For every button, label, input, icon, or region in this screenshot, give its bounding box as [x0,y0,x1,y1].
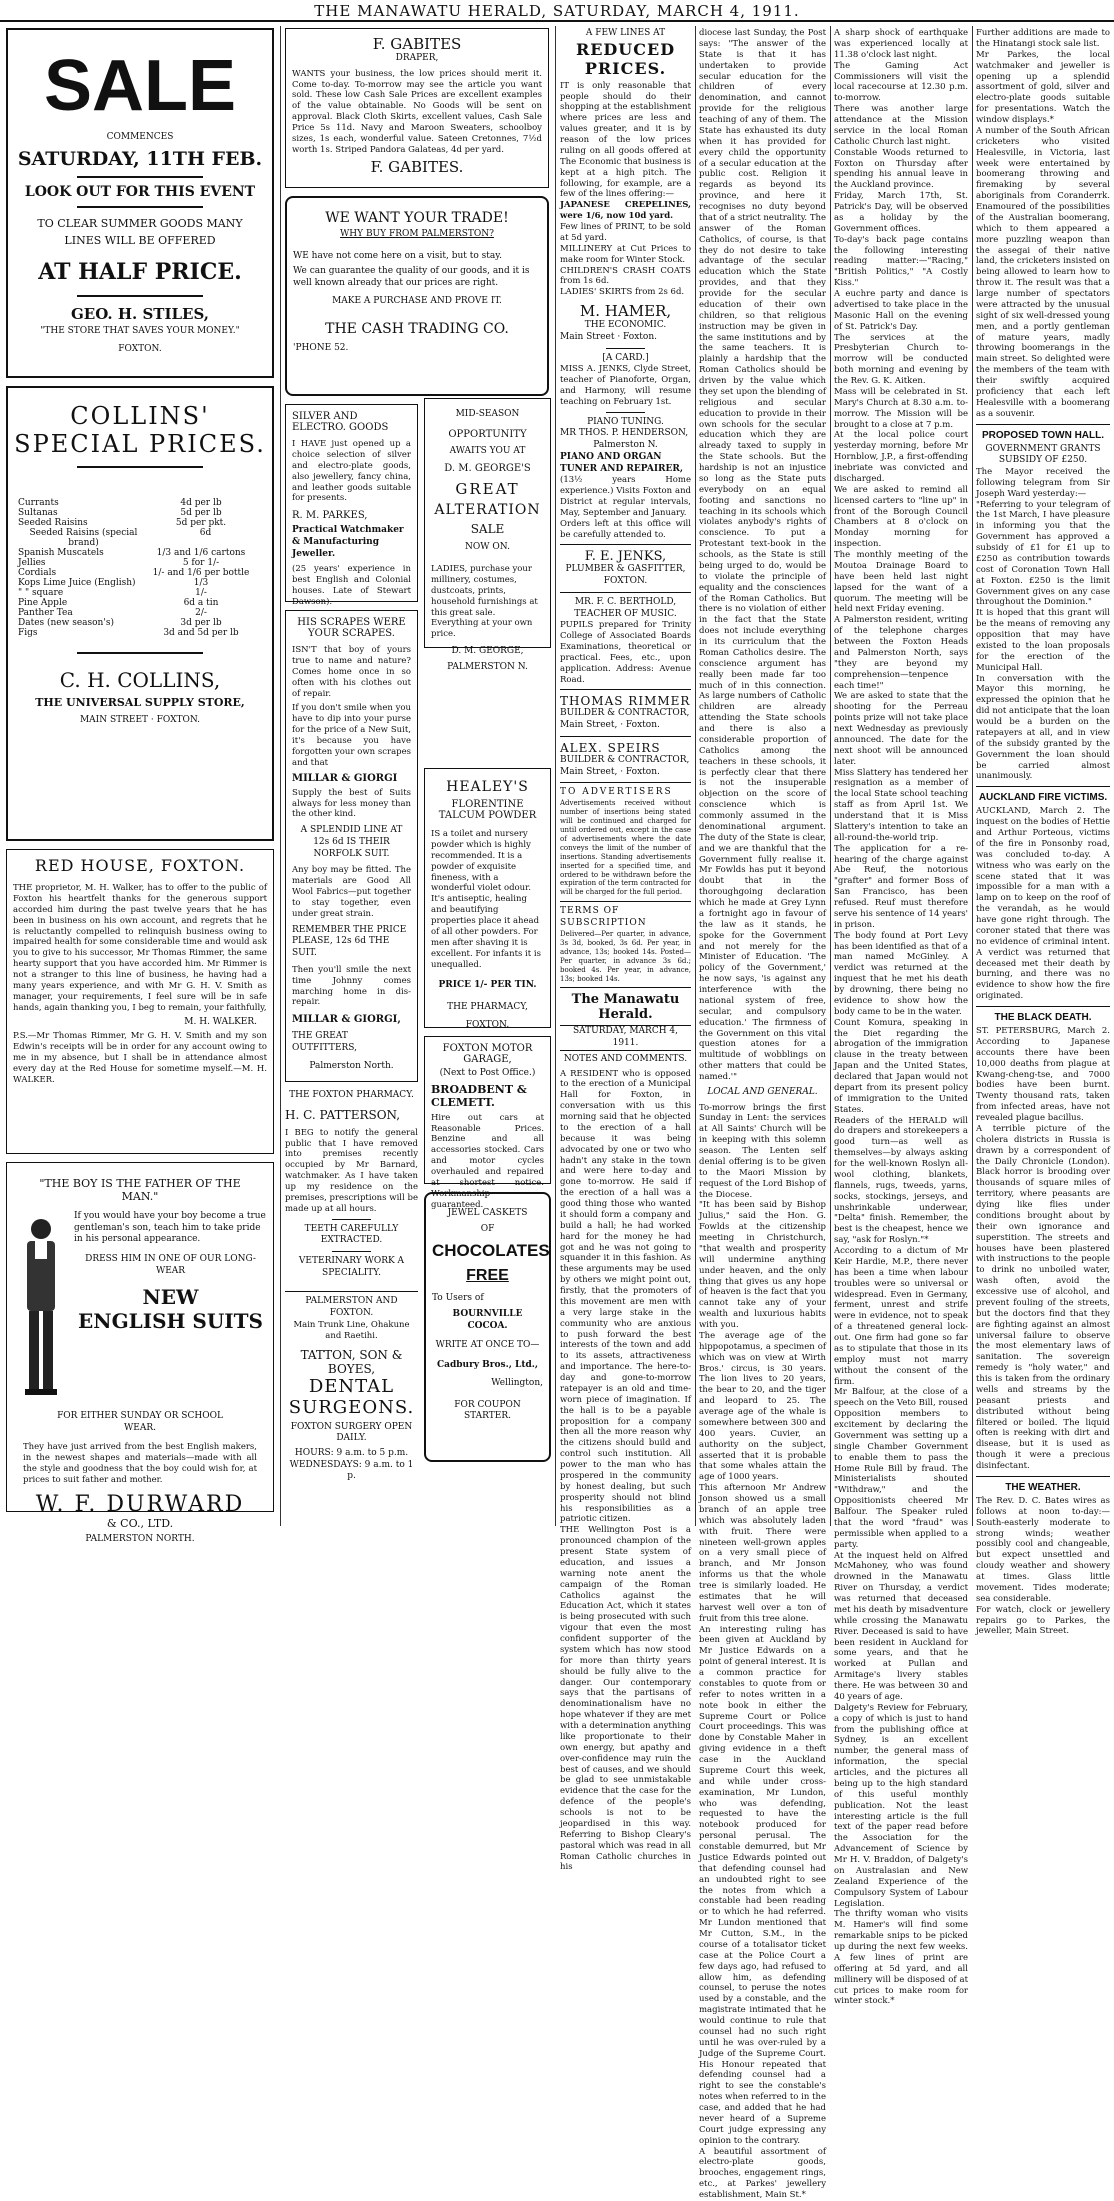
durward-quote: "THE BOY IS THE FATHER OF THE MAN." [39,1177,241,1203]
george-l4: D. M. GEORGE'S [444,463,531,475]
fe-jenks-trade: PLUMBER & GASFITTER, [565,564,686,575]
news-item: Dalgety's Review for February, a copy of which is just to hand from the publishing office at Sydney, is an excellent number, the general mass of information, the special articles, and the pictures all being up to the high standard of this useful monthly publication. Not the least interesting article is the full text of the paper read before the Association for the Advancement of Science by Mr H. V. Braddon, of Dalgety's on Australasian and New Zealand Experience of the Compulsory System of Labour Legislation. [834,1702,968,1909]
choc-l5: To Users of [432,1293,484,1304]
tatton-open: FOXTON SURGERY OPEN DAILY. [290,1421,413,1444]
price-item-name: Kops Lime Juice (English) [18,578,136,588]
column-rule [280,26,281,1526]
henderson-orders: Orders left at this office will be carefully attended to. [560,518,691,540]
sale-title: SALE [43,46,237,126]
george-l8: NOW ON. [465,542,510,553]
news-item: A Palmerston resident, writing of the telephone charges between the Foxton Heads and Palmerston North, says "they are beyond my comprehension—tenpence each time!" [834,615,968,691]
garage-sub: (Next to Post Office.) [439,1068,536,1078]
price-row [14,518,266,528]
garage-ad [424,1036,551,1210]
fe-jenks-town: FOXTON. [603,576,648,587]
tatton-line-2: Main Trunk Line, Ohakune and Raetihi. [293,1319,410,1341]
news-item: "Referring to your telegram of the 1st March, I have pleasure in informing you that the Government has approved a subsidy of £1 for £1 up to £250 as contribution towards cost of Coronation Town Hall at Foxton. £250 is the limit Government gives on any case throughout the Dominion." [976,499,1110,608]
parkes-trade: Practical Watchmaker & Manufacturing Jeweller. [292,525,404,559]
patterson-name: H. C. PATTERSON, [285,1107,401,1122]
hamer-item: JAPANESE CREPELINES, were 1/6, now 10d yard. [560,200,691,222]
news-item: A terrible picture of the cholera districts in Russia is drawn by a correspondent of the Daily Chronicle (London). Black horror is brooding over thousands of square miles of territory, where peasants are dying like flies under conditions brought about by their own ignorance and superstition. The streets and houses have been plastered with instructions to the people to drink no unboiled water, wash often, avoid the excessive use of alcohol, and prevent fouling of the streets, but the doctors find that they are fighting against an almost universal failure to observe the most elementary laws of sanitation. The sovereign remedy is "holy water," and this is taken from the ordinary wells and streams by the peasant priests and distributed without being filtered or boiled. The liquid often is reeking with dirt and disease, but it is used as though it were a precious disinfectant. [976,1123,1110,1471]
millar-body-1: ISN'T that boy of yours true to name and nature? Comes home once in so often with his clothes out of repair. [292,645,411,699]
firm-town: FOXTON. [118,343,162,354]
garage-title: FOXTON MOTOR GARAGE, [442,1043,533,1065]
red-house-title: RED HOUSE, FOXTON. [34,856,246,875]
patterson-body: I BEG to notify the general public that I have removed into premises recently occupied by Mr Barnard, watchmaker. As I have taken up my residence on the premises, prescriptions will be made up at all hours. [285,1127,418,1214]
price-item-price: 6d [199,528,212,538]
article-paragraph: diocese last Sunday, the Post says: "The answer of the State is that it has undertaken to provide secular education for the children of every denomination, and cannot provide for the religious teaching of any of them. The State has exhausted its duty when it has provided for every child the opportunity of a secular education at the public cost. Religion it regards as beyond its province, and here it recognises no duty beyond that of a strict neutrality. The answer of the Roman Catholics, of course, is that they do not desire to take advantage of the secular education which the State provides, and that they provide for the secular education of their own children, so that religious instruction may be given in the same institutions and by the same teachers. It is plainly a hardship that the Roman Catholics should be driven by the value which they set upon the blending of religious and secular education to provide in their own schools for the secular education which they are already taxed to supply in the State schools. But the hardship is not an injustice so long as the State puts everybody on an equal footing and sanctions no teaching in its schools which violates anybody's rights of conscience. To put a Protestant text-book in the schools, as the State is still being urged to do, would be to violate the principle of equality and the consciences of the Roman Catholics. But there is no violation of either in the fact that the State does not include everything in its curriculum that the Roman Catholics desire. The conscience argument has really been made far too much of in this connection. As large numbers of Catholic children are already attending the State schools and there is also a considerable proportion of Catholics among the teachers in these schools, it is perfectly clear that there is not the insuperable objection on the score of conscience which is commonly assumed in the denominational argument. The duty of the State is clear, and we are thankful that the Government fully realise it. Mr Fowlds has put it beyond doubt that in the thoroughgoing declaration which he made at Grey Lynn a fortnight ago in favour of the law as it stands, he spoke for the Government and not merely for the Minister of Education. 'The policy of the Government,' he now says, 'is against any interference with the national system of free, secular, and compulsory education.' The firmness of the Government on this vital question atones for a multitude of wobblings on other matters that could be named.'" [699,28,826,1082]
george-l7: SALE [470,522,505,537]
price-row [14,498,266,508]
news-item: A euchre party and dance is advertised to take place in the Masonic Hall on the evening of St. Patrick's Day. [834,289,968,332]
cash-firm: THE CASH TRADING CO. [325,321,509,338]
price-item-price: 5d per pkt. [175,518,227,528]
millar-line: A SPLENDID LINE AT 12s 6d IS THEIR NORFOLK SUIT. [300,825,403,859]
henderson-trade: PIANO AND ORGAN TUNER AND REPAIRER, [560,451,683,474]
news-item: According to a dictum of Mr Keir Hardie, M.P., there never has been a time when labour troubles were so universal or widespread. Even in Germany, ferment, unrest and strife were in evidence, not to speak of a threatened general lock-out. One firm had gone so far as to stipulate that those in its employ must not marry without the consent of the firm. [834,1246,968,1387]
millar-body-2: If you don't smile when you have to dip into your purse for the price of a New Suit, it's because you have forgotten your own scrapes and that [292,703,411,768]
commences-label: COMMENCES [106,132,174,142]
black-death-title: THE BLACK DEATH. [994,1012,1092,1023]
collins-store: THE UNIVERSAL SUPPLY STORE, [35,696,245,709]
news-item: The application for a re-hearing of the charge against Abe Reuf, the notorious "grafter" and former Boss of San Francisco, has been refused. Reuf must therefore serve his sentence of 14 years' in prison. [834,843,968,930]
price-row [14,588,266,598]
news-item: A number of the South African cricketers who visited Healesville, in Victoria, last week were entertained by boomerang throwing and firemaking by several aboriginals from Coranderrk. Enamoured of the possibilities of the Australian boomerang, which to them appeared a more puzzling weapon than the assegai of their native land, the cricketers insisted on being allowed to learn how to throw it. The result was that a large number of spectators were attracted by the unusual sight of six well-dressed young men, and a portly gentleman of mature years, madly throwing boomerangs in the main street. So delighted were the members of the team with their swiftly acquired proficiency that each left Healesville with a boomerang as a souvenir. [976,125,1110,419]
subscription-title: TERMS OF SUBSCRIPTION [560,906,647,929]
fire-title: AUCKLAND FIRE VICTIMS. [978,792,1108,804]
news-item: The services at the Presbyterian Church to-morrow will be conducted both morning and evening by the Rev. G. K. Aitken. [834,332,968,386]
garage-body: Hire out cars at Reasonable Prices. Benzine and all accessories stocked. Cars and motor cycles overhauled and repaired at shortest notice. Workmanship guaranteed. [431,1112,544,1210]
george-body: LADIES, purchase your millinery, costumes, dustcoats, prints, household furnishings at this great sale. Everything at your own price. [431,564,538,640]
news-item: To-day's back page contains the following interesting reading matter:—"Racing," "British Politics," "A Costly Kiss." [834,234,968,289]
cash-body-1: WE have not come here on a visit, but to stay. [293,250,502,261]
speirs-addr: Main Street, · Foxton. [560,766,660,777]
column-5 [834,28,968,2007]
clear-line: TO CLEAR SUMMER GOODS MANY LINES WILL BE OFFERED [37,217,243,247]
tatton-surgeons: SURGEONS. [288,1396,415,1418]
cash-title: WE WANT YOUR TRADE! [325,210,509,226]
millar-smile: Then you'll smile the next time Johnny comes marching home in dis-repair. [292,964,411,1008]
gabites-ad [285,28,549,188]
chocolates-ad [424,1192,551,1462]
news-item: A sharp shock of earthquake was experienced locally at 11.38 o'clock last night. [834,28,968,60]
millar-outfitters: THE GREAT OUTFITTERS, [292,1031,357,1053]
news-item: The monthly meeting of the Moutoa Drainage Board to have been held last night lapsed for the want of a quorum. The meeting will be held next Friday evening. [834,550,968,615]
price-row [14,618,266,628]
price-item-price: 3d per lb [180,618,222,628]
durward-firm: W. F. DURWARD [35,1491,245,1517]
red-house-ad [6,849,274,1154]
news-item: Mr Balfour, at the close of a speech on the Veto Bill, roused Opposition members to excitement by declaring the Government was setting up a single Chamber Government to enable them to pass the Home Rule Bill by fraud. The Ministerialists shouted "Withdraw," and the Oppositionists cheered Mr Balfour. The Speaker ruled that the word "fraud" was permissible when applied to a party. [834,1387,968,1550]
rimmer-trade: BUILDER & CONTRACTOR, [560,708,690,719]
price-item-price: 6d a tin [183,598,219,608]
red-house-body: THE proprietor, M. H. Walker, has to offer to the public of Foxton his heartfelt thanks for the generous support accorded him during the past twelve years that he has been in business on his own account, and regrets that he is reluctantly compelled to relinquish business owing to impaired health for some considerable time and would ask you to give to his successor, Mr Thomas Rimmer, the same hearty support that you have accorded him. Mr Rimmer is not a stranger to this line of business, he having had a many years experience, and with Mr G. H. V. Smith as manager, your requirements, I feel sure will be in safe hands, again thanking you, I beg to remain, your faithfully, [13,883,267,1013]
tatton-firm: TATTON, SON & BOYES, [300,1347,403,1376]
news-item: The Rev. D. C. Bates wires as follows at noon to-day:—South-easterly moderate to strong winds; weather possibly cool and changeable, but expect unsettled and cloudy weather and showery at times. Glass little movement. Tides moderate; sea considerable. [976,1495,1110,1604]
price-item-name: Figs [18,628,38,638]
price-item-name: Seeded Raisins [18,518,88,528]
price-item-name: Dates (new season's) [18,618,114,628]
tatton-line-1: PALMERSTON AND FOXTON. [305,1296,398,1319]
paper-section: NOTES AND COMMENTS. [563,1053,688,1064]
choc-l8: Cadbury Bros., Ltd., [436,1360,539,1371]
price-row [14,598,266,608]
price-item-price: 4d per lb [180,498,222,508]
healey-ad [424,768,551,1028]
town-hall-subtitle: GOVERNMENT GRANTS SUBSIDY OF £250. [985,443,1101,466]
patterson-ad [285,1090,418,1522]
news-item: Count Komura, speaking in the Diet regarding the abrogation of the immigration clause in the treaty between Japan and the United States, declared that Japan would not depart from its present policy of immigration to the United States. [834,1017,968,1115]
hamer-addr: Main Street · Foxton. [560,331,657,342]
choc-l3: CHOCOLATES [432,1241,550,1261]
durward-dress: DRESS HIM IN ONE OF OUR LONG-WEAR [85,1254,256,1276]
berthold-name: MR. F. C. BERTHOLD, [574,596,677,607]
masthead: THE MANAWATU HERALD, SATURDAY, MARCH 4, 1911. [0,0,1114,22]
price-row [14,608,266,618]
parkes-title: SILVER AND ELECTRO. GOODS [292,411,389,433]
subscription-body: Delivered—Per quarter, in advance, 3s 3d, booked, 3s 6d. Per year, in advance, 13s; booked 14s. Posted—Per quarter, in advance 3s 6d.; booked 4s. Per year, in advance, 13s; booked 14s. [560,929,691,983]
price-item-name: Jellies [18,558,46,568]
paper-date: SATURDAY, MARCH 4, 1911. [560,1025,691,1050]
column-2b [424,398,551,1526]
patterson-head: THE FOXTON PHARMACY. [289,1090,414,1100]
cash-body-3: MAKE A PURCHASE AND PROVE IT. [332,295,502,306]
price-item-price: 5d per lb [180,508,222,518]
parkes-body: I HAVE just opened up a choice selection of silver and electro-plate goods, also jewellery, fancy china, and leather goods suitable for presents. [292,439,411,504]
rimmer-name: THOMAS RIMMER [560,694,691,709]
tatton-hours: HOURS: 9 a.m. to 5 p.m. [294,1447,409,1458]
patterson-vet: VETERINARY WORK A SPECIALITY. [298,1256,405,1278]
news-item: A beautiful assortment of electro-plate goods, brooches, engagement rings, etc., at Parkes' jewellery establishment, Main St.* [699,2146,826,2201]
price-item-price: 5 for 1/- [182,558,220,568]
column-4 [699,28,826,2201]
price-item-name: Spanish Muscatels [18,548,104,558]
choc-l10: FOR COUPON STARTER. [454,1399,521,1422]
george-l2: OPPORTUNITY [448,428,527,440]
price-item-name: Cordials [18,568,57,578]
price-item-name: Pine Apple [18,598,68,608]
george-firm: D. M. GEORGE, [451,646,524,657]
news-item: The thrifty woman who visits M. Hamer's will find some remarkable snips to be picked up during the next few weeks. A few lines of print are offering at 5d yard, and all millinery will be disposed of at cut prices to make room for winter stock.* [834,1909,968,2007]
millar-firm-2: MILLAR & GIORGI, [292,1014,401,1026]
news-item: At the local police court yesterday morning, before Mr Hornblow, J.P., a first-offending inebriate was convicted and discharged. [834,430,968,484]
news-item: We are asked to state that the shooting for the Perreau points prize will not take place next Wednesday as previously announced. The date for the next shoot will be announced later. [834,691,968,767]
news-item: The Gaming Act Commissioners will visit the local racecourse at 12.30 p.m. to-morrow. [834,60,968,104]
gabites-sub: DRAPER, [395,53,439,63]
hamer-title: REDUCED PRICES. [575,39,676,78]
george-l5: GREAT [455,480,520,499]
news-item: Miss Slattery has tendered her resignation as a member of the local State school teaching staff as from April 1st. We understand that it is Miss Slattery's intention to take an all-round-the-world trip. [834,767,968,843]
choc-l7: WRITE AT ONCE TO— [435,1340,540,1351]
column-rule [555,26,556,1526]
healey-body: IS a toilet and nursery powder which is highly recommended. It is a powder of exquisite fineness, with a wonderful violet odour. It's antiseptic, healing and beautifying properties place it ahead of all other powders. For men after shaving it is excellent. For infants it is unequalled. [431,829,541,970]
parkes-ad [285,404,418,607]
price-item-name: " " square [18,588,64,598]
price-item-price: 2/- [195,608,207,618]
hamer-body: IT is only reasonable that people should do their shopping at the establishment where prices are less and values greater, and it is by reason of the low prices ruling on all goods offered at The Economic that business is kept at a high pitch. The following, for example, are a few of the lines offering:— [560,80,691,200]
rimmer-addr: Main Street, · Foxton. [560,720,660,731]
durward-town: PALMERSTON NORTH. [85,1533,195,1544]
millar-title: HIS SCRAPES WERE YOUR SCRAPES. [297,617,406,639]
jenks-card-head: [A CARD.] [602,352,649,363]
hamer-firm: M. HAMER, [579,302,672,321]
lookout-line: LOOK OUT FOR THIS EVENT [24,184,256,200]
red-house-ps: P.S.—Mr Thomas Rimmer, Mr G. H. V. Smith and my son Edwin's receipts will be in order for any account owing to me in my absence, but I shall be in attendance almost every day at the Red House for sometime myself.—M. H. WALKER. [13,1031,267,1085]
price-item-name: Currants [18,498,59,508]
parkes-exp: (25 years' experience in best English and Colonial houses. Late of Stewart Dawson). [292,564,411,607]
healey-sub: FLORENTINE TALCUM POWDER [438,799,537,821]
news-item: The Mayor received the following telegram from Sir Joseph Ward yesterday:— [976,466,1110,499]
hamer-pre: A FEW LINES AT [585,28,666,38]
weather-title: THE WEATHER. [1005,1481,1081,1493]
healey-price: PRICE 1/- PER TIN. [438,980,537,991]
speirs-trade: BUILDER & CONTRACTOR, [560,754,690,765]
paper-title: The Manawatu Herald. [571,992,680,1023]
news-item: "It has been said by Bishop Julius," said the Hon. G. Fowlds at the citizenship meeting in Christchurch, "that wealth and prosperity will undermine anything under heaven, and the only thing that gives us any hope of heaven is the fact that you cannot take any of your wealth and luxurious habits with you. [699,1200,826,1331]
garage-firm: BROADBENT & CLEMETT. [431,1082,527,1109]
george-town: PALMERSTON N. [447,661,528,672]
henderson-name: MR THOS. P. HENDERSON, [560,428,689,439]
news-item: Friday, March 17th, St. Patrick's Day, will be observed as a holiday by the Government offices. [834,191,968,234]
article-paragraph: A RESIDENT who is opposed to the erection of a Municipal Hall for Foxton, in conversation with us this morning said that he objected to the erection of a hall because it was being advocated by one or two who hadn't any stake in the town and were here to-day and gone to-morrow. He said if the erection of a hall was a good thing those who wanted it should form a company and build a hall; he had worked hard for the money he had got and he was not going to squander it in this fashion. As these arguments may be used by others we might point out, firstly, that the promoters of this movement are men with a very large stake in the community who are anxious to push forward the best interests of the town and add to its assets, attractiveness and importance. The here-to-day and gone-to-morrow ratepayer is an old and time-worn piece of imagination. If the hall is to be a payable proposition for a company then all the more reason why the citizens should build and control such institution. All power to the man who has prospered in the community by honest dealing, but such prosperity should not blind his responsibilities as a patriotic citizen. [560,1068,691,1525]
millar-body-3: Supply the best of Suits always for less money than the other kind. [292,787,411,820]
millar-giorgi-ad [285,610,418,1082]
cash-sub: WHY BUY FROM PALMERSTON? [340,229,494,239]
price-item-price: 1/3 and 1/6 cartons [156,548,246,558]
column-rule [972,26,973,1526]
column-1 [6,28,274,1544]
george-l1: MID-SEASON [455,409,520,419]
collins-title-2: SPECIAL PRICES. [14,430,266,458]
george-l3: AWAITS YOU AT [449,445,526,456]
price-item-name: Sultanas [18,508,58,518]
price-item-price: 3d and 5d per lb [163,628,239,638]
price-list [14,498,266,638]
news-item: Readers of the HERALD will do drapers and storekeepers a good turn—as well as themselves—by always asking for the well-known Roslyn all-wool clothing, blankets, flannels, rugs, tweeds, yarns, socks, stockings, jerseys, and unshrinkable underwear, "Delta" finish. Remember, the best is the cheapest, hence we say, "ask for Roslyn."* [834,1115,968,1246]
patterson-teeth: TEETH CAREFULLY EXTRACTED. [304,1223,399,1246]
news-item: There was another large attendance at the Mission service in the local Roman Catholic Church last night. [834,104,968,147]
healey-firm: THE PHARMACY, [447,1002,528,1013]
durward-arrived: They have just arrived from the best English makers, in the newest shapes and materials—made with all the style and goodness that the boy could wish for, at prices to suit father and mother. [23,1442,257,1485]
george-sale-ad [424,398,551,672]
advertisers-body: Advertisements received without number of insertions being stated will be continued and charged for until ordered out, except in the case of advertisements where the date conveys the limit of the number of insertions. Standing advertisements inserted for a specified time, and ordered to be withdrawn before the expiration of the term contracted for will be charged for the full period. [560,798,691,897]
healey-title: HEALEY'S [446,779,529,795]
durward-suits: ENGLISH SUITS [78,1309,263,1334]
millar-firm: MILLAR & GIORGI [292,772,398,784]
news-item: We are asked to remind all licensed carters to "line up" in front of the Borough Council Chambers at 8 o'clock on Monday morning for inspection. [834,484,968,550]
price-row [14,628,266,638]
red-house-signature: M. H. WALKER. [184,1016,257,1027]
news-item: To-morrow brings the first Sunday in Lent: the services at All Saints' Church will be in keeping with this solemn season. The Lenten self denial offering is to be given to the Maori Mission by request of the Lord Bishop of the Diocese. [699,1102,826,1200]
berthold-trade: TEACHER OF MUSIC. [574,608,677,619]
firm-name: GEO. H. STILES, [70,305,209,323]
news-item: Constable Woods returned to Foxton on Thursday after spending his annual leave in the Auckland province. [834,147,968,191]
price-row [14,578,266,588]
column-rule [830,26,831,1526]
henderson-body: (13½ years Home experience.) Visits Foxton and District at regular intervals, May, September and January. [560,475,691,518]
boy-illustration-icon [13,1211,68,1411]
price-row [14,558,266,568]
durward-co: & CO., LTD. [106,1516,174,1530]
sale-date: SATURDAY, 11TH FEB. [17,148,263,170]
news-item: For watch, clock or jewellery repairs go to Parkes, the jeweller, Main Street. [976,1604,1110,1637]
stiles-sale-ad [6,28,274,378]
hamer-item: MILLINERY at Cut Prices to make room for Winter Stock. [560,243,691,265]
firm-slogan: "THE STORE THAT SAVES YOUR MONEY." [40,326,240,336]
hamer-item: CHILDREN'S CRASH COATS from 1s 6d. [560,265,691,287]
parkes-firm: R. M. PARKES, [292,510,368,522]
durward-for: FOR EITHER SUNDAY OR SCHOOL WEAR. [57,1411,223,1433]
local-general-title: LOCAL AND GENERAL. [707,1086,818,1097]
choc-l2: OF [480,1223,495,1234]
millar-body-4: Any boy may be fitted. The materials are Good All Wool Fabrics—put together to stay together, even under great strain. [292,865,411,919]
gabites-sign: F. GABITES. [370,157,464,176]
millar-town: Palmerston North. [309,1060,394,1071]
tatton-wed: WEDNESDAYS: 9 a.m. to 1 p. [289,1459,414,1482]
gabites-body: WANTS your business, the low prices should merit it. Come to-day. To-morrow may see the article you want sold. These low Cash Sale Prices are excellent examples of the value obtainable. No Goods will be sent on approval. Black Cloth Skirts, excellent values, Cash Sale Price 5s 11d. Navy and Maroon Sweaters, schoolboy sizes, 1s each, wonderful value. Sateen Cretonnes, 7½d worth 1s. Striped Pandora Galateas, 4d per yard. [292,68,542,155]
fe-jenks-name: F. E. JENKS, [584,549,667,565]
hamer-item: Few lines of PRINT, to be sold at 5d yard. [560,222,691,243]
choc-l4: FREE [466,1267,509,1285]
price-item-price: 1/- [195,588,207,598]
millar-remember: REMEMBER THE PRICE PLEASE, 12s 6d THE SUIT. [292,924,407,959]
cash-body-2: We can guarantee the quality of our goods, and it is well known already that our prices are right. [293,266,530,289]
cash-phone: 'PHONE 52. [293,343,349,354]
news-item: At the inquest held on Alfred McMahoney, who was found drowned in the Manawatu River on Thursday, a verdict was returned that deceased met his death by misadventure while crossing the Manawatu River. Deceased is said to have been resident in Auckland for some years, and that he worked at Pullan and Armitage's livery stables there. He was between 30 and 40 years of age. [834,1550,968,1702]
collins-firm: C. H. COLLINS, [59,668,221,692]
news-item: Further additions are made to the Hinatangi stock sale list. [976,28,1110,49]
durward-ad [6,1162,274,1544]
price-item-price: 1/3 [193,578,209,588]
news-item: AUCKLAND, March 2. The inquest on the bodies of Hettie and Arthur Porteous, victims of the fire in Ponsonby road, was concluded to-day. A witness who was early on the scene stated that it was impossible for a man with a lamp on to keep on the roof of the verandah, as he would have gone right through. The coroner stated that there was no evidence of criminal intent. A verdict was returned that deceased met their death by burning, and there was no evidence to show how the fire originated. [976,806,1110,1002]
news-item: Mass will be celebrated in St. Mary's Church at 8.30 a.m. to-morrow. The Mission will be brought to a close at 7 p.m. [834,386,968,430]
gabites-title: F. GABITES [372,35,462,53]
tatton-dental: DENTAL [308,1375,395,1397]
speirs-name: ALEX. SPEIRS [560,740,661,755]
news-item: It is hoped that this grant will be the means of removing any opposition that may have existed to the loan proposals for the erection of the Municipal Hall. [976,608,1110,673]
collins-ad [6,386,274,841]
news-item: This afternoon Mr Andrew Jonson showed us a small branch of an apple tree which was absolutely laden with fruit. There were nineteen well-grown apples on a very small piece of branch, and Mr Jonson informs us that the whole tree is similarly loaded. He estimates that he will harvest well over a ton of fruit from this tree alone. [699,1483,826,1624]
healey-town: FOXTON. [465,1019,510,1030]
hamer-item: LADIES' SKIRTS from 2s 6d. [560,287,685,298]
news-item: An interesting ruling has been given at Auckland by Mr Justice Edwards on a point of general interest. It is a common practice for constables to quote from or refer to notes written in a note book in either the Supreme Court or Police Court proceedings. This was done by Constable Maher in giving evidence in a theft case in the Auckland Supreme Court this week, and while under cross-examination, Mr Lundon, who was defending, requested to have the notebook produced for personal perusal. The constable demurred, but Mr Justice Edwards pointed out that defending counsel had an undoubted right to see the notes from which a constable had been reading or to which he had referred. Mr Lundon mentioned that Mr Cutton, S.M., in the course of a totalisator ticket case at the Police Court a few days ago, had refused to allow him, as defending counsel, to peruse the notes used by a constable, and the magistrate intimated that he would continue to rule that counsel had no such right until he was over-ruled by a Judge of the Supreme Court. His Honour repeated that defending counsel had a right to see the constable's notes when referred to in the case, and added that he had never heard of a Supreme Court judge expressing any opinion to the contrary. [699,1624,826,2146]
column-rule [695,26,696,1526]
jenks-card-body: MISS A. JENKS, Clyde Street, teacher of Pianoforte, Organ, and Harmony, will resume teaching on February 1st. [560,364,691,407]
choc-l9: Wellington, [491,1377,543,1388]
henderson-town: Palmerston N. [593,440,658,451]
news-item: The average age of the hippopotamus, a specimen of which was on view at Wirth Bros.' circus, is 30 years. The lion lives to 20 years, the bear to 20, and the tiger and leopard to 25. The average age of the whale is somewhere between 300 and 400 years. Cuvier, an authority on the subject, asserted that it is probable that some whales attain the age of 1000 years. [699,1330,826,1483]
news-item: Mr Parkes, the local watchmaker and jeweller is opening up a splendid assortment of gold, silver and electro-plate goods suitable for presentations. Watch the window displays.* [976,49,1110,125]
collins-address: MAIN STREET · FOXTON. [79,715,201,725]
news-item: ST. PETERSBURG, March 2. According to Japanese accounts there have been 10,000 deaths from plague at Kwang-cheng-tse, and 7000 bodies have been burnt. Twenty thousand rats, taken from infected areas, have not revealed plague bacillus. [976,1026,1110,1123]
advertisers-title: TO ADVERTISERS [560,787,673,798]
price-item-name: Panther Tea [18,608,73,618]
price-item-name: Seeded Raisins (special brand) [29,528,138,548]
george-l6: ALTERATION [434,502,541,519]
henderson-head: PIANO TUNING. [587,416,664,427]
price-row [14,508,266,518]
half-price-line: AT HALF PRICE. [38,259,242,285]
price-item-price: 1/- and 1/6 per bottle [152,568,250,578]
durward-body: If you would have your boy become a true gentleman's son, teach him to take pride in his personal appearance. [74,1211,266,1245]
town-hall-title: PROPOSED TOWN HALL. [981,429,1105,441]
choc-l1: JEWEL CASKETS [447,1208,528,1218]
price-row [14,528,266,548]
news-item: The body found at Port Levy has been identified as that of a man named McGinley. A verdict was returned at the inquest that he met his death by drowning, there being no evidence to show how the body came to be in the water. [834,930,968,1017]
price-row [14,568,266,578]
durward-new: NEW [142,1285,199,1310]
cash-trading-ad [285,196,549,396]
column-3 [560,28,691,1873]
column-6 [976,28,1110,1637]
choc-l6: BOURNVILLE COCOA. [452,1309,523,1331]
news-item: In conversation with the Mayor this morning, he expressed the opinion that he did not anticipate that the loan would be a burden on the ratepayers at all, and in view of the subsidy granted by the Government the loan should be carried almost unanimously. [976,673,1110,782]
article-paragraph: THE Wellington Post is a pronounced champion of the present State system of education, and issues a warning note anent the campaign of the Roman Catholics against the Education Act, which it states is being prosecuted with such vigour that even the most confident supporter of the system which has now stood for more than thirty years should be fully alive to the danger. Our contemporary says that the partisans of denominationalism have no hope whatever if they are met with a determination anything like proportionate to their own energy, but apathy and over-confidence may ruin the best of causes, and we should be glad to see unmistakable evidence that the case for the defence of the people's schools is not to be jeopardised in this way. Referring to Bishop Cleary's pastoral which was read in all Roman Catholic churches in his [560,1525,691,1873]
berthold-body: PUPILS prepared for Trinity College of Associated Boards Examinations, theoretical or practical. Fees, etc., upon application. Address: Avenue Road. [560,620,691,685]
collins-title: COLLINS' [70,402,210,430]
hamer-sub: THE ECONOMIC. [584,320,667,331]
price-row [14,548,266,558]
